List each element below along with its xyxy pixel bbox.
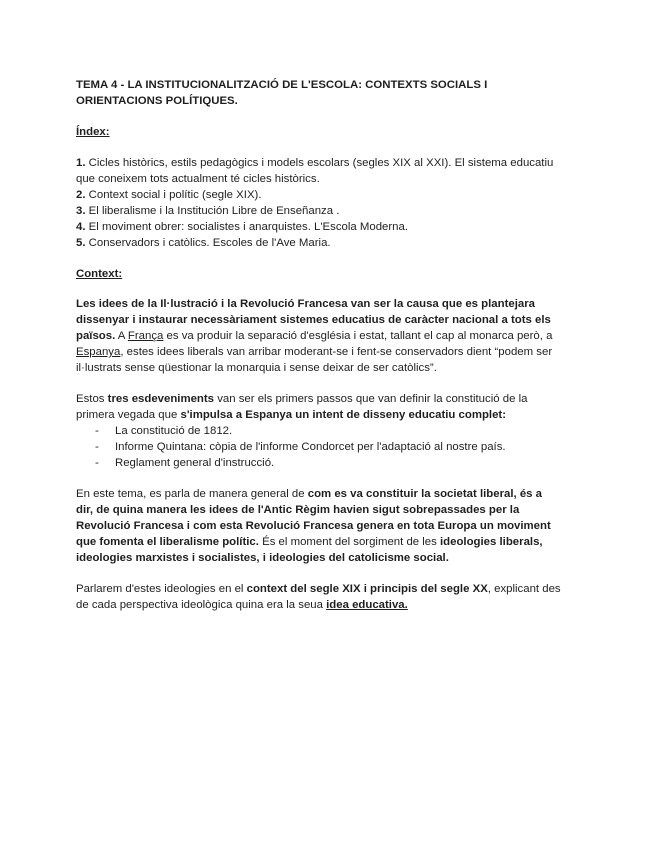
bold-text: que fomenta el liberalisme polític. bbox=[76, 536, 259, 548]
context-heading: Context: bbox=[76, 268, 123, 280]
link-franca[interactable]: França bbox=[127, 330, 164, 342]
bold-text: països. bbox=[76, 330, 116, 342]
bullet-marker: - bbox=[95, 457, 99, 469]
bold-text: com es va constituir la societat liberal, és a bbox=[307, 488, 543, 500]
text: es va produir la separació d'església i estat, tallant el cap al monarca però, a bbox=[163, 330, 553, 342]
index-item-number: 4. bbox=[76, 221, 86, 233]
index-item-number: 2. bbox=[76, 189, 86, 201]
index-item-text: El moviment obrer: socialistes i anarquistes. L'Escola Moderna. bbox=[85, 221, 409, 233]
index-item-1-continuation: que coneixem tots actualment té cicles històrics. bbox=[76, 173, 320, 185]
index-item-number: 1. bbox=[76, 157, 86, 169]
text: Parlarem d'estes ideologies en el bbox=[76, 583, 247, 595]
link-espanya[interactable]: Espanya bbox=[76, 346, 121, 358]
index-heading: Índex: bbox=[76, 126, 110, 138]
index-item-3 bbox=[76, 203, 339, 219]
index-item-number: 5. bbox=[76, 237, 86, 249]
bold-underlined-text: idea educativa. bbox=[326, 599, 408, 611]
paragraph-1-line-5: il·lustrats sense qüestionar la monarquia i sense deixar de ser catòlics”. bbox=[76, 362, 437, 374]
index-item-2 bbox=[76, 187, 262, 203]
title-line-2: ORIENTACIONS POLÍTIQUES. bbox=[76, 95, 238, 107]
bullet-marker: - bbox=[95, 425, 99, 437]
paragraph-3-line-2: dir, de quina manera les idees de l'Antic Règim havien sigut sobrepassades per la bbox=[76, 504, 520, 516]
paragraph-1-line-1: Les idees de la Il·lustració i la Revolució Francesa van ser la causa que es plantejara bbox=[76, 298, 535, 310]
bullet-text: Informe Quintana: còpia de l'informe Condorcet per l'adaptació al nostre país. bbox=[115, 441, 506, 453]
paragraph-3-line-4 bbox=[76, 534, 543, 550]
index-item-text: Conservadors i catòlics. Escoles de l'Ave Maria. bbox=[85, 237, 331, 249]
paragraph-2-line-1 bbox=[76, 391, 527, 407]
bold-text: tres esdeveniments bbox=[107, 393, 215, 405]
text: primera vegada que bbox=[76, 409, 181, 421]
paragraph-3-line-5: ideologies marxistes i socialistes, i ideologies del catolicisme social. bbox=[76, 552, 449, 564]
index-item-number: 3. bbox=[76, 205, 86, 217]
text: En este tema, es parla de manera general de bbox=[76, 488, 308, 500]
index-item-5 bbox=[76, 235, 331, 251]
text: , estes idees liberals van arribar moderant-se i fent-se conservadors dient “podem ser bbox=[120, 346, 553, 358]
paragraph-4-line-2 bbox=[76, 597, 408, 613]
bullet-marker: - bbox=[95, 441, 99, 453]
text: Estos bbox=[76, 393, 108, 405]
paragraph-3-line-1 bbox=[76, 486, 542, 502]
paragraph-3-line-3: Revolució Francesa i com esta Revolució Francesa genera en tota Europa un moviment bbox=[76, 520, 551, 532]
paragraph-4-line-1 bbox=[76, 581, 561, 597]
index-item-1 bbox=[76, 155, 553, 171]
bullet-text: La constitució de 1812. bbox=[115, 425, 233, 437]
bold-text: context del segle XIX i principis del segle XX bbox=[246, 583, 488, 595]
text: de cada perspectiva ideològica quina era la seua bbox=[76, 599, 327, 611]
text: , explicant des bbox=[487, 583, 561, 595]
paragraph-2-line-2 bbox=[76, 407, 506, 423]
index-item-4 bbox=[76, 219, 408, 235]
text: És el moment del sorgiment de les bbox=[258, 536, 441, 548]
text: van ser els primers passos que van definir la constitució de la bbox=[214, 393, 528, 405]
paragraph-1-line-3 bbox=[76, 328, 552, 344]
paragraph-1-line-4 bbox=[76, 344, 552, 360]
text: A bbox=[115, 330, 128, 342]
index-item-text: El liberalisme i la Institución Libre de Enseñanza . bbox=[85, 205, 340, 217]
index-item-text: Cicles històrics, estils pedagògics i models escolars (segles XIX al XXI). El sistema educatiu bbox=[85, 157, 554, 169]
bold-text: s'impulsa a Espanya un intent de disseny educatiu complet: bbox=[180, 409, 507, 421]
title-line-1: TEMA 4 - LA INSTITUCIONALITZACIÓ DE L'ESCOLA: CONTEXTS SOCIALS I bbox=[76, 79, 488, 91]
paragraph-1-line-2: dissenyar i instaurar necessàriament sistemes educatius de caràcter nacional a tots els bbox=[76, 314, 551, 326]
bold-text: ideologies liberals, bbox=[440, 536, 543, 548]
index-item-text: Context social i polític (segle XIX). bbox=[85, 189, 262, 201]
bullet-text: Reglament general d'instrucció. bbox=[115, 457, 275, 469]
